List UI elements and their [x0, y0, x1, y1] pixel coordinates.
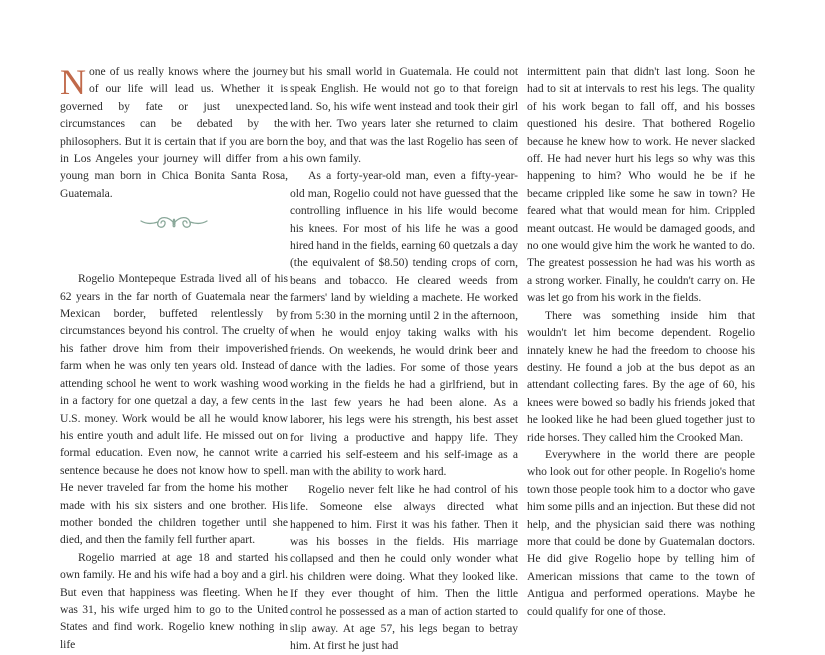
paragraph: As a forty-year-old man, even a fifty-year-old man, Rogelio could not have guessed that the controlling influence in his life would become his knees. For most of his life he was a good hired hand in the fields, earning 60 quetzals a day (the equivalent of $8.50) tending crops of corn, beans and tobacco. He cleared weeds from farmers' land by wielding a machete. He worked from 5:30 in the morning until 2 in the afternoon, when he would enjoy taking walks with his friends. On weekends, he would drink beer and dance with the ladies. For some of those years working in the fields he had a girlfriend, but in the last few years he had been alone. As a laborer, his legs were his strength, his best asset for living a productive and happy life. They carried his self-esteem and his self-image as a man with the ability to work hard. — [290, 169, 518, 479]
paragraph: Rogelio married at age 18 and started his own family. He and his wife had a boy and a girl. But even that happiness was fleeting. When he was 31, his wife urged him to go to the United States and find work. Rogelio knew nothing in life — [60, 550, 288, 651]
column-1 — [60, 63, 288, 653]
column-2 — [290, 63, 518, 655]
drop-cap: N — [60, 62, 86, 102]
paragraph: Everywhere in the world there are people who look out for other people. In Rogelio's home town those people took him to a doctor who gave him some pills and an injection. But these did not help, and the physician said there was nothing more that could be done by Guatemalan doctors. He did give Rogelio hope by telling him of American missions that came to the town of Antigua and performed operations. Maybe he could qualify for one of those. — [527, 447, 755, 618]
ornament-divider-icon — [60, 212, 288, 242]
paragraph: Rogelio Montepeque Estrada lived all of his 62 years in the far north of Guatemala near the Mexican border, buffeted relentlessly by circumstances beyond his control. The cruelty of his father drove him from their impoverished farm when he was only ten years old. Instead of attending school he went to work washing wood in a factory for one quetzal a day, a few cents in U.S. money. Work would be all he would know his entire youth and adult life. He missed out on formal education. Even now, he cannot write a sentence because he does not know how to spell. He never traveled far from the home his mother made with his six sisters and one brother. His mother bonded the children together until she died, and then the family fell further apart. — [60, 272, 288, 547]
column-3 — [527, 63, 755, 620]
paragraph: Rogelio never felt like he had control of his life. Someone else always directed what happened to him. First it was his father. Then it was his bosses in the fields. His marriage collapsed and then he could only wonder what his children were doing. What they looked like. If they ever thought of him. Then the little control he possessed as a man of action started to slip away. At age 57, his legs began to betray him. At first he just had — [290, 482, 518, 653]
paragraph: intermittent pain that didn't last long. Soon he had to sit at intervals to rest his legs. The quality of his work began to fall off, and his bosses questioned his desire. That bothered Rogelio because he knew how to work. He never slacked off. He had never hurt his legs so why was this happening to him? Who would he be if he became crippled like some he saw in town? He feared what that would mean for him. Crippled meant outcast. He would be damaged goods, and no one would give him the work he wanted to do. The greatest possession he had was his worth as a strong worker. Finally, he couldn't carry on. He was let go from his work in the fields. — [527, 65, 755, 305]
paragraph: but his small world in Guatemala. He could not speak English. He would not go to that foreign land. So, his wife went instead and took their girl with her. Two years later she returned to claim the boy, and that was the last Rogelio has seen of his own family. — [290, 65, 518, 166]
intro-text: one of us really knows where the journey of our life will lead us. Whether it is governed by fate or just unexpected circumstances can be debated by the philosophers. But it is certain that if you are born in Los Angeles your journey will differ from a young man born in Chica Bonita Santa Rosa, Guatemala. — [60, 65, 288, 200]
paragraph: There was something inside him that wouldn't let him become dependent. Rogelio innately knew he had the freedom to choose his destiny. He found a job at the bus depot as an attendant collecting fares. By the age of 60, his knees were bowed so badly his friends joked that he looked like he had been glued together just to ride horses. They called him the Crooked Man. — [527, 308, 755, 444]
intro-paragraph — [60, 63, 288, 202]
